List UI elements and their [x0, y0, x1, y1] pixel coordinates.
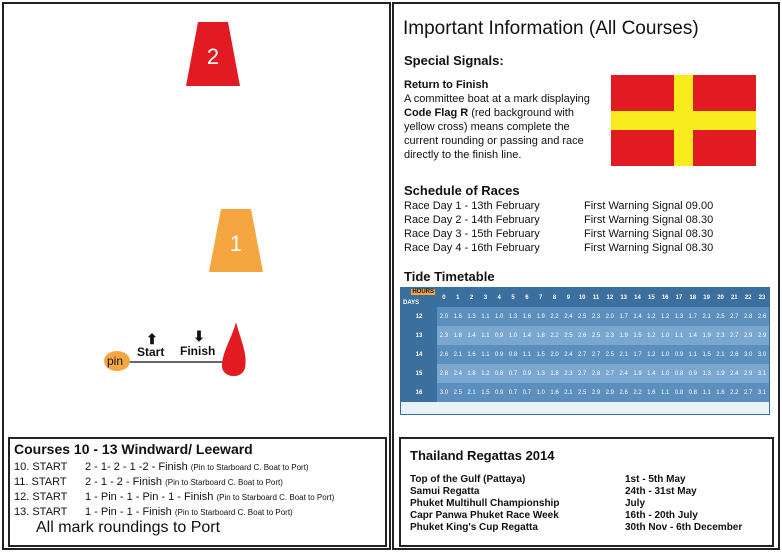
schedule-day: Race Day 2 - 14th February — [404, 214, 540, 226]
tide-value-cell: 1.3 — [672, 307, 686, 326]
hours-label: HOURS — [412, 289, 434, 295]
tide-value-cell: 1.1 — [478, 326, 492, 345]
tide-value-cell: 1.6 — [714, 383, 728, 402]
course-route: 2 - 1 - 2 - Finish — [85, 476, 163, 488]
tide-value-cell: 0.9 — [492, 326, 506, 345]
course-note: (Pin to Starboard C. Boat to Port) — [174, 508, 293, 517]
courses-list — [14, 460, 334, 520]
return-to-finish-block — [404, 78, 604, 162]
tide-value-cell: 2.9 — [741, 326, 755, 345]
tide-value-cell: 1.7 — [631, 345, 645, 364]
tide-value-cell: 2.4 — [617, 364, 631, 383]
regatta-date: 1st - 5th May — [625, 474, 686, 485]
tide-value-cell: 1.0 — [658, 364, 672, 383]
tide-hour-header: 19 — [700, 288, 714, 307]
tide-value-cell: 0.9 — [492, 345, 506, 364]
course-item — [14, 490, 334, 505]
tide-value-cell: 2.5 — [561, 326, 575, 345]
up-arrow-icon: ⬆ — [146, 331, 158, 347]
tide-table-wrap — [400, 287, 770, 415]
schedule-signal: First Warning Signal 09.00 — [584, 200, 714, 212]
tide-value-cell: 2.9 — [741, 364, 755, 383]
tide-value-cell: 1.1 — [700, 383, 714, 402]
mark-1 — [209, 209, 263, 273]
tide-row — [401, 383, 769, 402]
tide-value-cell: 2.1 — [617, 345, 631, 364]
tide-value-cell: 2.9 — [589, 383, 603, 402]
tide-value-cell: 2.5 — [603, 345, 617, 364]
tide-value-cell: 0.7 — [506, 383, 520, 402]
tide-value-cell: 1.9 — [534, 307, 548, 326]
tide-hour-header: 4 — [492, 288, 506, 307]
tide-hour-header: 16 — [658, 288, 672, 307]
tide-value-cell: 0.7 — [506, 364, 520, 383]
regatta-row — [410, 474, 742, 486]
tide-value-cell: 2.4 — [451, 364, 465, 383]
course-item — [14, 505, 334, 520]
tide-hour-header: 14 — [631, 288, 645, 307]
tide-value-cell: 3.0 — [741, 345, 755, 364]
tide-hour-header: 0 — [437, 288, 451, 307]
tide-value-cell: 1.2 — [658, 307, 672, 326]
tide-value-cell: 1.4 — [644, 364, 658, 383]
tide-hour-header: 1 — [451, 288, 465, 307]
tide-value-cell: 2.4 — [561, 345, 575, 364]
tide-value-cell: 0.9 — [672, 345, 686, 364]
tide-value-cell: 2.9 — [755, 326, 769, 345]
tide-value-cell: 2.6 — [727, 345, 741, 364]
tide-value-cell: 1.5 — [478, 383, 492, 402]
tide-table — [401, 288, 769, 402]
tide-value-cell: 2.2 — [548, 326, 562, 345]
course-route: 2 - 1- 2 - 1 -2 - Finish — [85, 461, 188, 473]
schedule-signal: First Warning Signal 08.30 — [584, 242, 714, 254]
courses-footer: All mark roundings to Port — [36, 519, 221, 536]
tide-value-cell: 1.0 — [534, 383, 548, 402]
regatta-row — [410, 522, 742, 534]
tide-value-cell: 2.7 — [727, 307, 741, 326]
tide-hour-header: 21 — [727, 288, 741, 307]
course-number: 11. START — [14, 476, 67, 488]
tide-value-cell: 2.0 — [603, 307, 617, 326]
course-route: 1 - Pin - 1 - Finish — [85, 506, 172, 518]
tide-value-cell: 1.2 — [478, 364, 492, 383]
tide-value-cell: 2.1 — [561, 383, 575, 402]
tide-value-cell: 3.1 — [755, 383, 769, 402]
tide-value-cell: 2.5 — [575, 383, 589, 402]
regatta-name: Top of the Gulf (Pattaya) — [410, 474, 526, 485]
tide-value-cell: 1.1 — [478, 345, 492, 364]
tide-hour-header: 5 — [506, 288, 520, 307]
tide-value-cell: 1.2 — [644, 307, 658, 326]
start-label: Start — [137, 345, 165, 359]
tide-value-cell: 3.0 — [437, 383, 451, 402]
tide-hour-header: 12 — [603, 288, 617, 307]
tide-value-cell: 0.7 — [520, 383, 534, 402]
tide-value-cell: 2.7 — [741, 383, 755, 402]
tide-value-cell: 2.2 — [548, 307, 562, 326]
tide-value-cell: 2.6 — [437, 345, 451, 364]
tide-value-cell: 1.1 — [672, 326, 686, 345]
tide-value-cell: 1.1 — [520, 345, 534, 364]
tide-day-cell: 12 — [401, 307, 437, 326]
regatta-row — [410, 486, 742, 498]
finish-label: Finish — [180, 344, 216, 358]
committee-boat — [222, 322, 246, 376]
tide-value-cell: 1.9 — [631, 364, 645, 383]
tide-value-cell: 3.1 — [755, 364, 769, 383]
course-number: 12. START — [14, 491, 68, 503]
tide-heading: Tide Timetable — [404, 269, 495, 284]
tide-value-cell: 1.8 — [451, 326, 465, 345]
tide-value-cell: 2.7 — [575, 345, 589, 364]
tide-value-cell: 1.8 — [534, 326, 548, 345]
tide-value-cell: 1.7 — [686, 307, 700, 326]
tide-value-cell: 1.6 — [548, 383, 562, 402]
tide-day-cell: 13 — [401, 326, 437, 345]
schedule-row — [404, 199, 713, 213]
schedule-row — [404, 213, 713, 227]
tide-corner-header — [401, 288, 437, 307]
tide-value-cell: 2.5 — [451, 383, 465, 402]
tide-value-cell: 2.3 — [589, 307, 603, 326]
tide-hour-header: 15 — [644, 288, 658, 307]
regatta-date: 16th - 20th July — [625, 510, 698, 521]
tide-value-cell: 2.8 — [437, 364, 451, 383]
tide-value-cell: 0.8 — [672, 383, 686, 402]
tide-hour-header: 9 — [561, 288, 575, 307]
course-note: (Pin to Starboard C. Boat to Port) — [190, 463, 309, 472]
tide-value-cell: 1.3 — [700, 364, 714, 383]
regatta-date: July — [625, 498, 646, 509]
tide-value-cell: 2.3 — [561, 364, 575, 383]
tide-row — [401, 364, 769, 383]
course-number: 13. START — [14, 506, 68, 518]
tide-value-cell: 2.1 — [714, 345, 728, 364]
down-arrow-icon: ⬇ — [193, 328, 205, 344]
tide-value-cell: 2.7 — [727, 326, 741, 345]
regatta-name: Capr Panwa Phuket Race Week — [410, 510, 559, 521]
schedule-row — [404, 227, 713, 241]
days-label: DAYS — [403, 300, 420, 306]
return-to-finish-text — [404, 92, 604, 162]
tide-value-cell: 2.7 — [589, 345, 603, 364]
tide-value-cell: 1.8 — [548, 364, 562, 383]
tide-value-cell: 1.0 — [492, 307, 506, 326]
tide-value-cell: 2.6 — [755, 307, 769, 326]
pin-label: pin — [107, 354, 124, 368]
tide-value-cell: 2.8 — [741, 307, 755, 326]
tide-value-cell: 1.6 — [465, 345, 479, 364]
tide-value-cell: 2.0 — [548, 345, 562, 364]
courses-title: Courses 10 - 13 Windward/ Leeward — [14, 441, 253, 457]
tide-value-cell: 1.6 — [451, 307, 465, 326]
tide-value-cell: 0.8 — [492, 364, 506, 383]
tide-hour-header: 10 — [575, 288, 589, 307]
tide-value-cell: 1.1 — [478, 307, 492, 326]
return-text-part1: A committee boat at a mark displaying — [404, 93, 590, 105]
tide-hour-header: 18 — [686, 288, 700, 307]
tide-value-cell: 2.1 — [465, 383, 479, 402]
tide-value-cell: 1.4 — [686, 326, 700, 345]
regatta-date: 30th Nov - 6th December — [625, 522, 743, 533]
code-flag-r-icon — [611, 75, 756, 166]
course-note: (Pin to Starboard C. Boat to Port) — [165, 478, 283, 487]
tide-value-cell: 1.3 — [506, 307, 520, 326]
tide-value-cell: 1.1 — [658, 383, 672, 402]
tide-value-cell: 1.9 — [617, 326, 631, 345]
tide-value-cell: 2.2 — [631, 383, 645, 402]
tide-hour-header: 7 — [534, 288, 548, 307]
tide-hour-header: 23 — [755, 288, 769, 307]
tide-value-cell: 1.2 — [644, 326, 658, 345]
tide-value-cell: 1.2 — [644, 345, 658, 364]
tide-value-cell: 3.0 — [755, 345, 769, 364]
tide-value-cell: 1.3 — [465, 307, 479, 326]
regattas-list — [410, 474, 742, 534]
tide-value-cell: 0.9 — [520, 364, 534, 383]
return-to-finish-title: Return to Finish — [404, 79, 489, 91]
tide-value-cell: 2.3 — [437, 326, 451, 345]
tide-value-cell: 0.8 — [672, 364, 686, 383]
tide-value-cell: 0.8 — [506, 345, 520, 364]
tide-value-cell: 1.5 — [534, 345, 548, 364]
course-item — [14, 475, 334, 490]
regatta-row — [410, 498, 742, 510]
tide-hour-header: 17 — [672, 288, 686, 307]
regatta-name: Phuket King's Cup Regatta — [410, 522, 538, 533]
tide-value-cell: 2.5 — [575, 307, 589, 326]
tide-hour-header: 22 — [741, 288, 755, 307]
tide-value-cell: 1.0 — [506, 326, 520, 345]
tide-value-cell: 0.8 — [686, 383, 700, 402]
regatta-name: Samui Regatta — [410, 486, 480, 497]
info-title: Important Information (All Courses) — [403, 18, 699, 39]
tide-value-cell: 1.7 — [617, 307, 631, 326]
tide-hour-header: 6 — [520, 288, 534, 307]
tide-hour-header: 11 — [589, 288, 603, 307]
schedule-heading: Schedule of Races — [404, 183, 520, 198]
tide-value-cell: 1.0 — [658, 345, 672, 364]
tide-value-cell: 2.7 — [575, 364, 589, 383]
course-number: 10. START — [14, 461, 68, 473]
tide-value-cell: 1.3 — [534, 364, 548, 383]
tide-value-cell: 2.3 — [603, 326, 617, 345]
tide-row — [401, 345, 769, 364]
mark-2-label: 2 — [206, 44, 220, 69]
tide-hour-header: 3 — [478, 288, 492, 307]
tide-value-cell: 2.8 — [589, 364, 603, 383]
tide-day-cell: 14 — [401, 345, 437, 364]
regattas-title: Thailand Regattas 2014 — [410, 448, 555, 463]
tide-hour-header: 8 — [548, 288, 562, 307]
mark-2 — [186, 22, 240, 86]
tide-value-cell: 1.1 — [686, 345, 700, 364]
regatta-name: Phuket Multihull Championship — [410, 498, 560, 509]
regatta-row — [410, 510, 742, 522]
tide-value-cell: 0.9 — [686, 364, 700, 383]
tide-hour-header: 2 — [465, 288, 479, 307]
tide-value-cell: 1.0 — [658, 326, 672, 345]
schedule-table — [404, 199, 713, 255]
tide-value-cell: 2.4 — [561, 307, 575, 326]
tide-value-cell: 2.1 — [700, 307, 714, 326]
tide-value-cell: 1.8 — [465, 364, 479, 383]
tide-value-cell: 1.9 — [700, 326, 714, 345]
schedule-day: Race Day 1 - 13th February — [404, 200, 540, 212]
tide-hour-header: 13 — [617, 288, 631, 307]
course-item — [14, 460, 334, 475]
tide-value-cell: 0.9 — [492, 383, 506, 402]
tide-value-cell: 1.4 — [465, 326, 479, 345]
tide-value-cell: 2.5 — [714, 307, 728, 326]
special-signals-heading: Special Signals: — [404, 53, 504, 68]
tide-hour-header: 20 — [714, 288, 728, 307]
tide-value-cell: 2.0 — [437, 307, 451, 326]
schedule-day: Race Day 3 - 15th February — [404, 228, 540, 240]
return-text-bold: Code Flag R — [404, 107, 469, 119]
tide-value-cell: 2.4 — [727, 364, 741, 383]
schedule-signal: First Warning Signal 08.30 — [584, 228, 714, 240]
tide-value-cell: 1.9 — [714, 364, 728, 383]
course-note: (Pin to Starboard C. Boat to Port) — [216, 493, 335, 502]
tide-value-cell: 2.3 — [714, 326, 728, 345]
schedule-row — [404, 241, 713, 255]
tide-value-cell: 1.6 — [644, 383, 658, 402]
tide-value-cell: 1.6 — [520, 307, 534, 326]
tide-row — [401, 307, 769, 326]
tide-value-cell: 1.4 — [520, 326, 534, 345]
tide-value-cell: 2.5 — [589, 326, 603, 345]
regatta-date: 24th - 31st May — [625, 486, 697, 497]
tide-day-cell: 15 — [401, 364, 437, 383]
tide-value-cell: 1.5 — [631, 326, 645, 345]
mark-1-label: 1 — [229, 231, 243, 256]
tide-day-cell: 16 — [401, 383, 437, 402]
course-route: 1 - Pin - 1 - Pin - 1 - Finish — [85, 491, 214, 503]
schedule-signal: First Warning Signal 08.30 — [584, 214, 714, 226]
tide-value-cell: 2.1 — [451, 345, 465, 364]
return-text-part2: (red background with yellow cross) means complete the current rounding or passing and race directly to the finish line. — [404, 107, 584, 161]
schedule-day: Race Day 4 - 16th February — [404, 242, 540, 254]
tide-value-cell: 2.2 — [727, 383, 741, 402]
tide-value-cell: 2.7 — [603, 364, 617, 383]
tide-value-cell: 1.5 — [700, 345, 714, 364]
tide-value-cell: 2.6 — [617, 383, 631, 402]
tide-value-cell: 1.4 — [631, 307, 645, 326]
tide-value-cell: 2.9 — [603, 383, 617, 402]
tide-row — [401, 326, 769, 345]
tide-value-cell: 2.6 — [575, 326, 589, 345]
